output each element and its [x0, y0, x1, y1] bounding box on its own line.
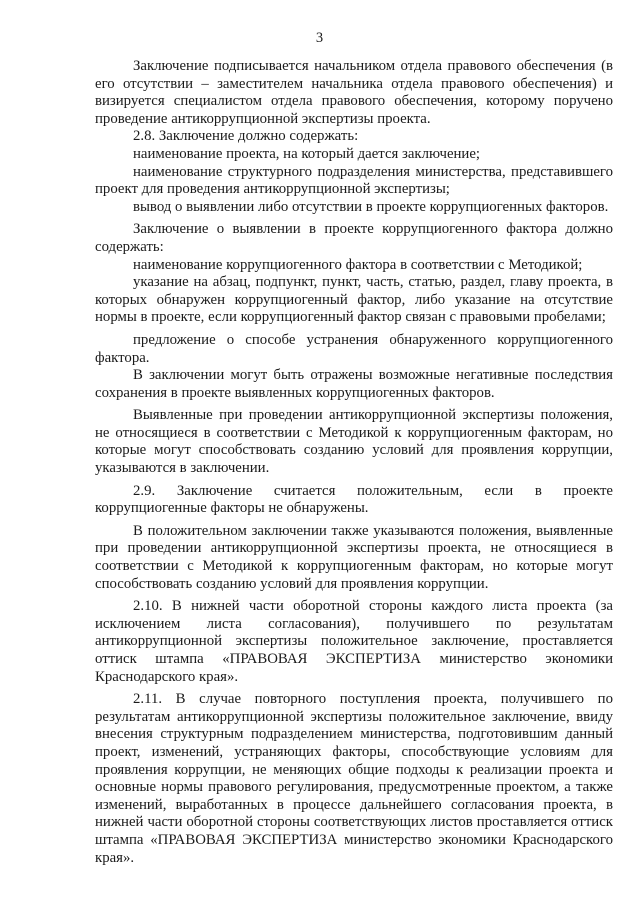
paragraph-signing: Заключение подписывается начальником отдела правового обеспечения (в его отсутствии – заместителем начальника отдела правового обеспечения) и визируется специалистом отдела правового обеспечения, которому поручено проведение антикоррупционной экспертизы проекта. [95, 58, 613, 127]
paragraph-item-department: наименование структурного подразделения министерства, представившего проект для проведения антикоррупционной экспертизы; [95, 163, 613, 198]
paragraph-item-factor-name: наименование коррупциогенного фактора в соответствии с Методикой; [133, 256, 583, 273]
paragraph-item-proposal: предложение о способе устранения обнаруженного коррупциогенного фактора. [95, 331, 613, 366]
paragraph-2-8: 2.8. Заключение должно содержать: [133, 128, 359, 145]
document-body [95, 58, 613, 867]
paragraph-item-project-name: наименование проекта, на который дается заключение; [133, 145, 481, 162]
paragraph-other-provisions: Выявленные при проведении антикоррупционной экспертизы положения, не относящиеся в соответствии с Методикой к коррупциогенным факторам, но которые могут способствовать созданию условий для проявления коррупции, указываются в заключении. [95, 407, 613, 477]
paragraph-2-11: 2.11. В случае повторного поступления проекта, получившего по результатам антикоррупционной экспертизы положительное заключение, ввиду внесения структурным подразделением министерства, подготовившим данный проект, изменений, устраняющих факторы, способствующие условиям для проявления коррупции, не меняющих общие подходы к реализации проекта и основные нормы правового регулирования, предусмотренные проектом, а также изменений, выработанных в процессе дальнейшего согласования проекта, в нижней части оборотной стороны соответствующих листов проставляется оттиск штампа «ПРАВОВАЯ ЭКСПЕРТИЗА министерство экономики Краснодарского края». [95, 691, 613, 866]
paragraph-item-location: указание на абзац, подпункт, пункт, часть, статью, раздел, главу проекта, в которых обнаружен коррупциогенный фактор, либо указание на отсутствие нормы в проекте, если коррупциогенный фактор связан с правовыми пробелами; [95, 274, 613, 326]
paragraph-factor-contents: Заключение о выявлении в проекте коррупциогенного фактора должно содержать: [95, 221, 613, 255]
paragraph-positive-conclusion: В положительном заключении также указываются положения, выявленные при проведении антикоррупционной экспертизы проекта, не относящиеся в соответствии с Методикой к коррупциогенным факторам, но которые могут способствовать созданию условий для проявления коррупции. [95, 522, 613, 592]
paragraph-2-9: 2.9. Заключение считается положительным, если в проекте коррупциогенные факторы не обнаружены. [95, 482, 613, 517]
paragraph-consequences: В заключении могут быть отражены возможные негативные последствия сохранения в проекте выявленных коррупциогенных факторов. [95, 367, 613, 401]
paragraph-2-10: 2.10. В нижней части оборотной стороны каждого листа проекта (за исключением листа согласования), получившего по результатам антикоррупционной экспертизы положительное заключение, проставляется оттиск штампа «ПРАВОВАЯ ЭКСПЕРТИЗА министерство экономики Краснодарского края». [95, 598, 613, 685]
page-number: 3 [315, 30, 324, 46]
paragraph-item-conclusion: вывод о выявлении либо отсутствии в проекте коррупциогенных факторов. [133, 198, 609, 215]
